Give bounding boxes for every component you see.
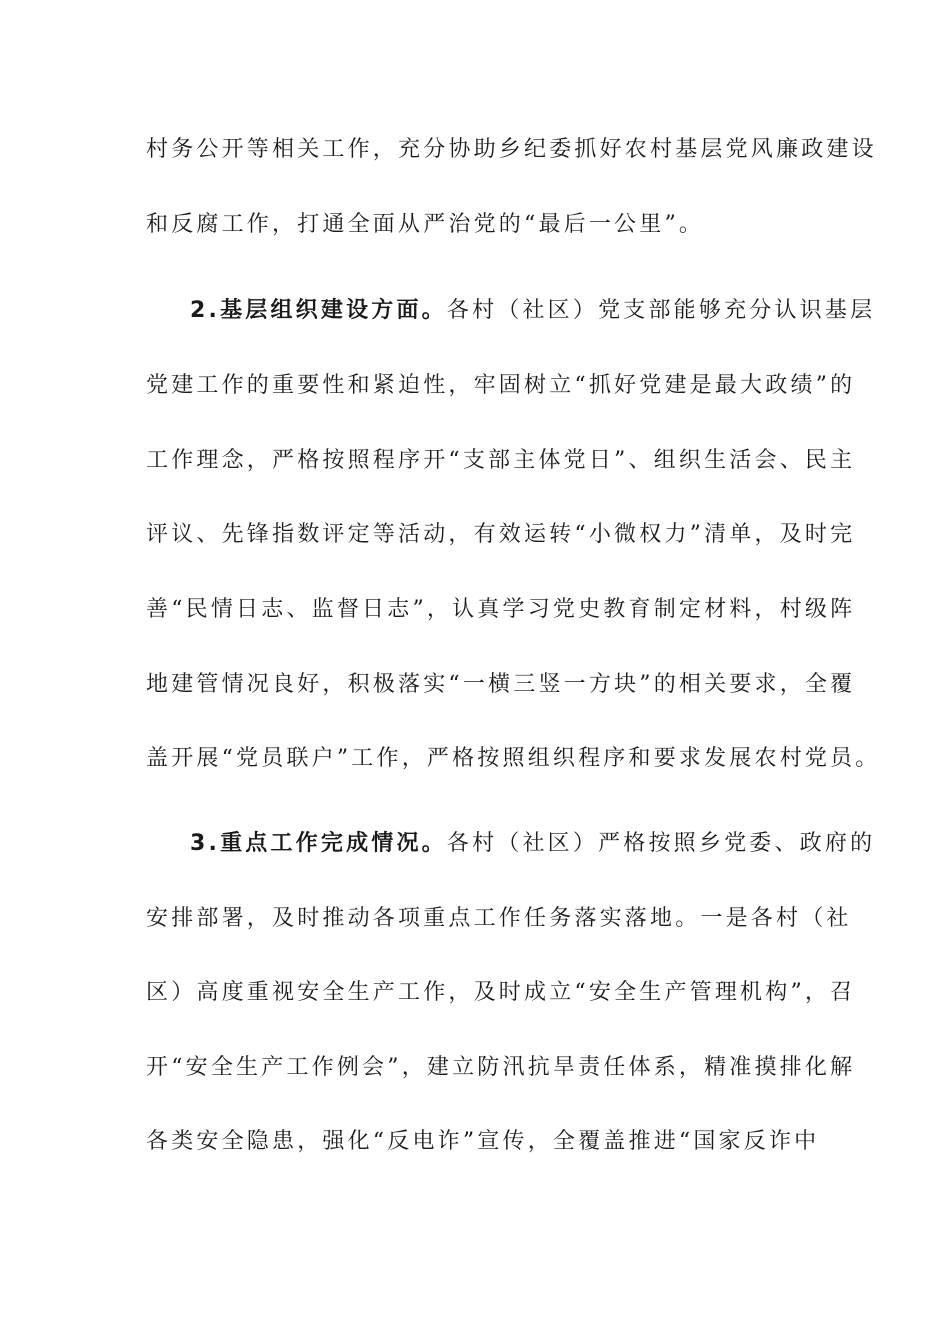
section-heading: 3.重点工作完成情况。 [190, 831, 447, 856]
paragraph-first-line [190, 824, 876, 864]
paragraph-line: 工作理念，严格按照程序开“支部主体党日”、组织生活会、民主 [146, 448, 856, 473]
paragraph-line: 安排部署，及时推动各项重点工作任务落实落地。一是各村（社 [146, 906, 852, 931]
paragraph-line: 盖开展“党员联户”工作，严格按照组织程序和要求发展农村党员。 [146, 746, 881, 771]
paragraph-line: 地建管情况良好，积极落实“一横三竖一方块”的相关要求，全覆 [146, 672, 856, 697]
paragraph-line: 村务公开等相关工作，充分协助乡纪委抓好农村基层党风廉政建设 [146, 137, 877, 162]
paragraph-text: 各村（社区）党支部能够充分认识基层 [446, 298, 876, 323]
paragraph-line: 区）高度重视安全生产工作，及时成立“安全生产管理机构”，召 [146, 980, 856, 1005]
paragraph-first-line [190, 291, 876, 331]
paragraph-line: 善“民情日志、监督日志”，认真学习党史教育制定材料，村级阵 [146, 597, 856, 622]
paragraph-text: 各村（社区）严格按照乡党委、政府的 [446, 831, 876, 856]
section-heading: 2.基层组织建设方面。 [190, 298, 447, 323]
paragraph-line: 开“安全生产工作例会”，建立防汛抗旱责任体系，精准摸排化解 [146, 1055, 856, 1080]
paragraph-line: 和反腐工作，打通全面从严治党的“最后一公里”。 [146, 212, 705, 237]
paragraph-line: 各类安全隐患，强化“反电诈”宣传，全覆盖推进“国家反诈中 [146, 1129, 820, 1154]
paragraph-line: 评议、先锋指数评定等活动，有效运转“小微权力”清单，及时完 [146, 522, 856, 547]
paragraph-line: 党建工作的重要性和紧迫性，牢固树立“抓好党建是最大政绩”的 [146, 373, 856, 398]
